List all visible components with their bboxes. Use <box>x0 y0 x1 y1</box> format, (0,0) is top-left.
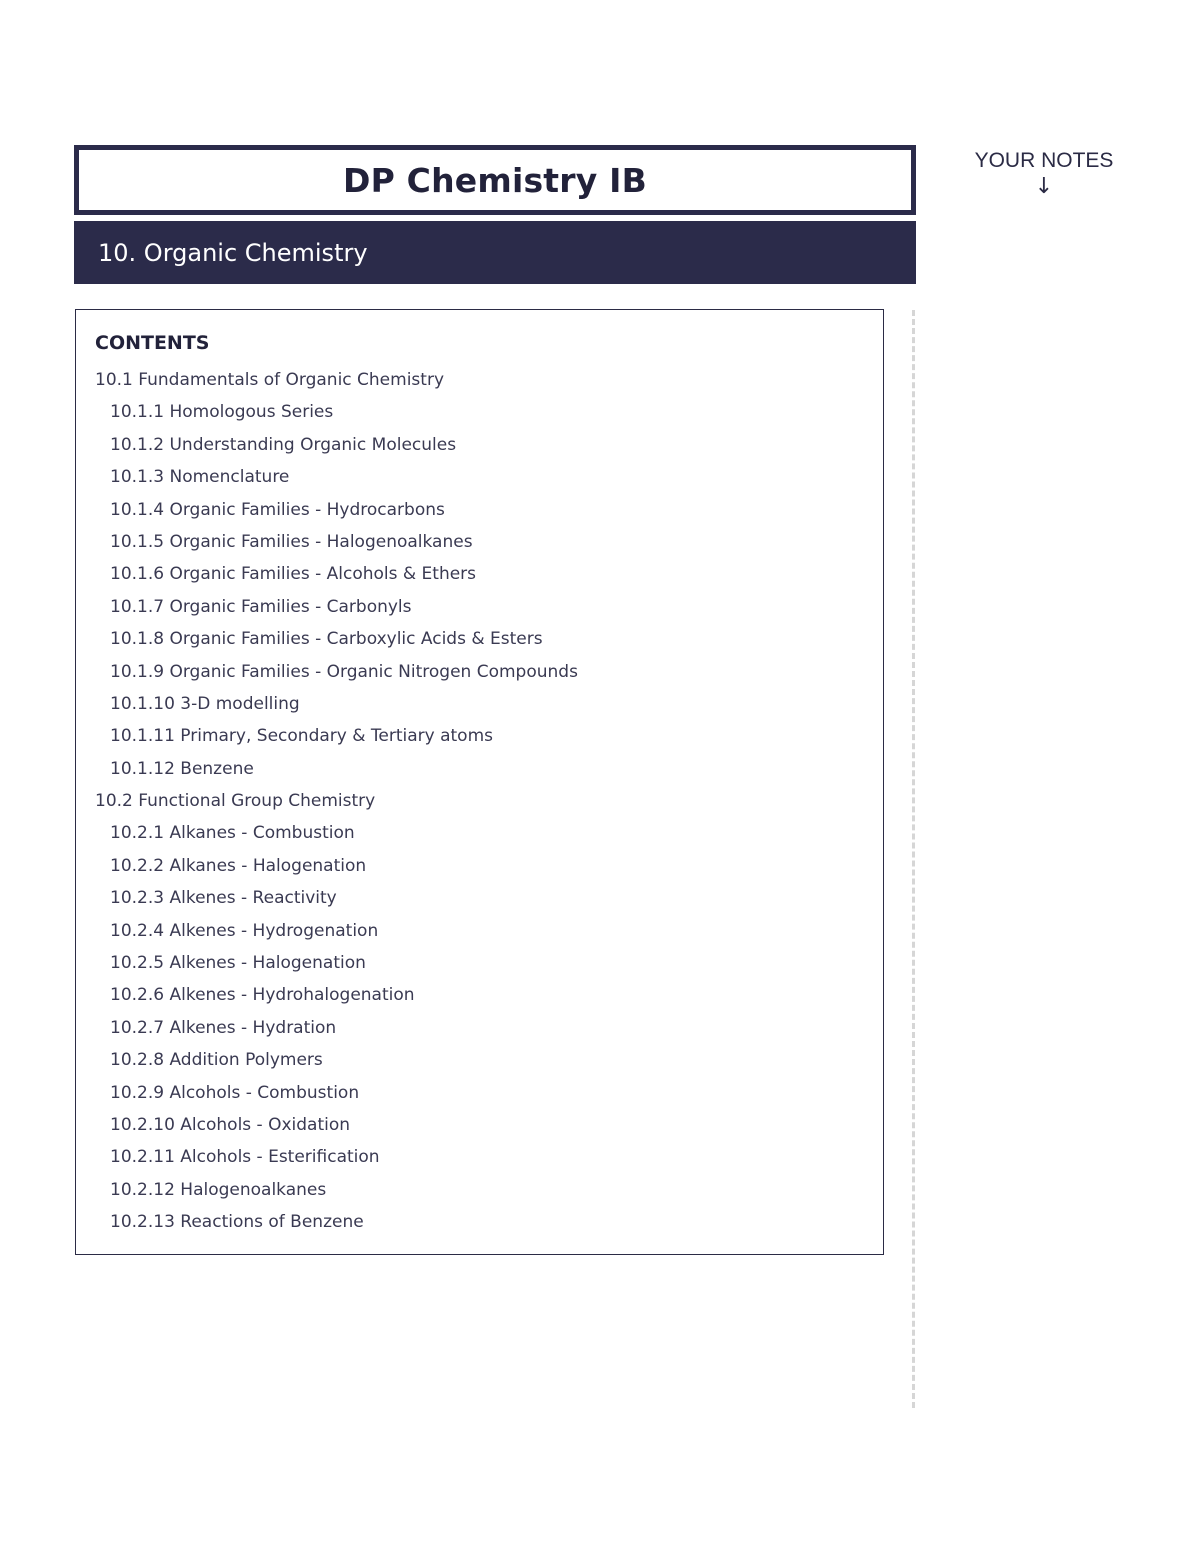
toc-subsection-link[interactable]: 10.2.11 Alcohols - Esterification <box>110 1147 380 1168</box>
toc-subsection-link[interactable]: 10.1.5 Organic Families - Halogenoalkanes <box>110 531 473 552</box>
toc-subsection-link[interactable]: 10.2.6 Alkenes - Hydrohalogenation <box>110 985 415 1006</box>
toc-subsection-link[interactable]: 10.1.1 Homologous Series <box>110 402 334 423</box>
toc-subsection-link[interactable]: 10.2.1 Alkanes - Combustion <box>110 823 355 844</box>
toc-subsection-link[interactable]: 10.1.12 Benzene <box>110 758 254 779</box>
toc-subsection-link[interactable]: 10.1.11 Primary, Secondary & Tertiary atoms <box>110 726 493 747</box>
toc-subsection-link[interactable]: 10.1.9 Organic Families - Organic Nitrogen Compounds <box>110 661 578 682</box>
page-title: DP Chemistry IB <box>343 160 647 200</box>
toc-subsection-link[interactable]: 10.2.12 Halogenoalkanes <box>110 1179 327 1200</box>
toc-subsection-link[interactable]: 10.1.8 Organic Families - Carboxylic Acids & Esters <box>110 629 543 650</box>
your-notes-header <box>960 148 1128 198</box>
toc-subsection-link[interactable]: 10.2.9 Alcohols - Combustion <box>110 1082 360 1103</box>
toc-subsection-link[interactable]: 10.1.10 3-D modelling <box>110 693 300 714</box>
toc-subsection-link[interactable]: 10.2.3 Alkenes - Reactivity <box>110 888 337 909</box>
contents-box <box>75 309 884 1255</box>
your-notes-label: YOUR NOTES <box>974 149 1114 172</box>
toc-subsection-link[interactable]: 10.2.5 Alkenes - Halogenation <box>110 953 366 974</box>
toc-subsection-link[interactable]: 10.1.6 Organic Families - Alcohols & Ethers <box>110 564 477 585</box>
toc-subsection-link[interactable]: 10.2.7 Alkenes - Hydration <box>110 1017 337 1038</box>
toc-subsection-link[interactable]: 10.2.10 Alcohols - Oxidation <box>110 1114 351 1135</box>
arrow-down-icon: ↓ <box>1034 174 1054 199</box>
toc-subsection-link[interactable]: 10.2.2 Alkanes - Halogenation <box>110 855 367 876</box>
contents-heading: CONTENTS <box>95 332 210 354</box>
toc-subsection-link[interactable]: 10.2.4 Alkenes - Hydrogenation <box>110 920 379 941</box>
toc-subsection-link[interactable]: 10.2.8 Addition Polymers <box>110 1050 323 1071</box>
toc-subsection-link[interactable]: 10.1.7 Organic Families - Carbonyls <box>110 596 412 617</box>
table-of-contents <box>95 364 883 1239</box>
toc-section-link[interactable]: 10.2 Functional Group Chemistry <box>95 791 376 812</box>
section-title: 10. Organic Chemistry <box>98 238 368 267</box>
toc-subsection-link[interactable]: 10.1.2 Understanding Organic Molecules <box>110 434 457 455</box>
notes-divider <box>912 310 915 1408</box>
toc-subsection-link[interactable]: 10.1.4 Organic Families - Hydrocarbons <box>110 499 445 520</box>
section-header-bar <box>74 221 916 284</box>
title-box <box>74 145 916 215</box>
toc-subsection-link[interactable]: 10.2.13 Reactions of Benzene <box>110 1212 364 1233</box>
toc-subsection-link[interactable]: 10.1.3 Nomenclature <box>110 467 290 488</box>
toc-section-link[interactable]: 10.1 Fundamentals of Organic Chemistry <box>95 370 444 390</box>
